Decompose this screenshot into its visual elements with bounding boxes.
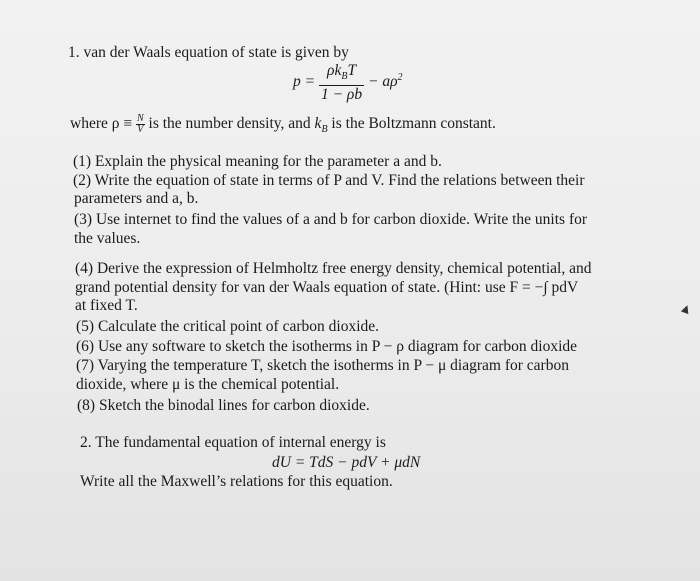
item-7-cont: dioxide, where μ is the chemical potential. [76, 376, 340, 393]
item-3-cont: the values. [74, 230, 141, 247]
vdw-numerator: $\rho k_BT$ [319, 62, 364, 86]
problem-2-heading: 2. The fundamental equation of internal energy is [80, 434, 386, 451]
vdw-tail: − $a\rho^2$ [368, 71, 403, 91]
vdw-equation [293, 62, 403, 103]
vdw-fraction [319, 62, 364, 103]
item-2-cont: parameters and a, b. [74, 190, 199, 207]
item-1: (1) Explain the physical meaning for the parameter a and b. [73, 153, 442, 170]
problem-2-instruction: Write all the Maxwell’s relations for this equation. [80, 473, 393, 490]
item-7: (7) Varying the temperature T, sketch the isotherms in P − μ diagram for carbon [76, 357, 569, 374]
vdw-denominator: 1 − ρb [320, 86, 363, 104]
item-8: (8) Sketch the binodal lines for carbon dioxide. [77, 397, 370, 414]
n-over-v-fraction: $\frac{N}{V}$ [136, 113, 144, 135]
vdw-lhs: p = [293, 73, 316, 91]
item-4-cont-2: at fixed T. [75, 297, 138, 314]
item-6: (6) Use any software to sketch the isotherms in P − ρ diagram for carbon dioxide [76, 338, 578, 355]
mouse-cursor-icon [681, 304, 691, 314]
density-definition: where ρ ≡ $\frac{N}{V}$ is the number density, and $k_B$ is the Boltzmann constant. [70, 113, 496, 136]
item-2: (2) Write the equation of state in terms of P and V. Find the relations between their [73, 172, 585, 189]
problem-1-heading: 1. van der Waals equation of state is given by [68, 44, 349, 61]
internal-energy-equation: dU = TdS − pdV + μdN [272, 454, 421, 471]
item-4: (4) Derive the expression of Helmholtz free energy density, chemical potential, and [75, 260, 592, 277]
item-5: (5) Calculate the critical point of carbon dioxide. [76, 318, 379, 335]
item-4-cont: grand potential density for van der Waals equation of state. (Hint: use F = −∫ pdV [75, 279, 579, 296]
item-3: (3) Use internet to find the values of a and b for carbon dioxide. Write the units for [74, 211, 588, 228]
